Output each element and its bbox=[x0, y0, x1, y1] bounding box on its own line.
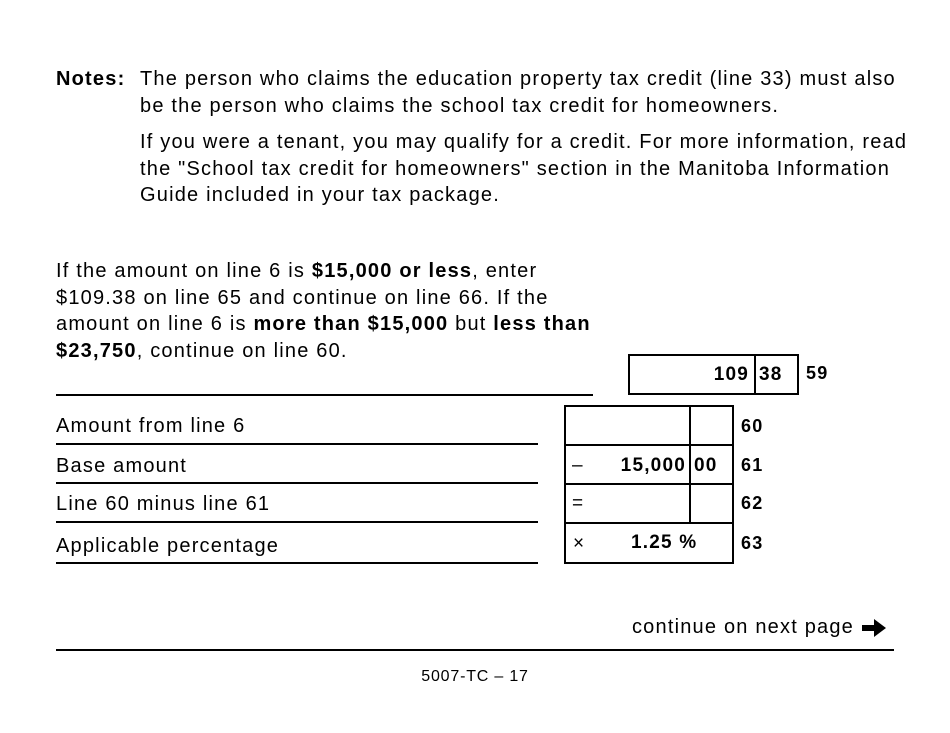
line-number-63: 63 bbox=[741, 533, 764, 553]
line-number-60: 60 bbox=[741, 416, 764, 436]
line-59-cents: 38 bbox=[759, 364, 783, 385]
instructions-underline bbox=[56, 394, 593, 396]
notes-paragraph-2: If you were a tenant, you may qualify for a credit. For more information, read the "School tax credit for homeowners" section in the Manitoba Information Guide included in your tax package. bbox=[140, 131, 908, 206]
footer-divider bbox=[56, 649, 894, 651]
arrow-right-icon bbox=[860, 617, 888, 639]
underline-60 bbox=[56, 443, 538, 445]
line-59-dollars: 109 bbox=[713, 364, 749, 385]
applicable-percentage-value: 1.25 % bbox=[631, 532, 698, 553]
equals-operator: = bbox=[572, 493, 585, 514]
underline-61 bbox=[56, 482, 538, 484]
line-60-field[interactable] bbox=[566, 407, 689, 444]
label-line-62: Line 60 minus line 61 bbox=[56, 493, 271, 515]
continue-text: continue on next page bbox=[631, 616, 854, 638]
cents-column-divider bbox=[689, 405, 691, 524]
label-line-63: Applicable percentage bbox=[56, 535, 280, 557]
underline-62 bbox=[56, 521, 538, 523]
base-amount-cents: 00 bbox=[694, 455, 718, 476]
notes-paragraph-1: The person who claims the education property tax credit (line 33) must also be the person who claims the school tax credit for homeowners. bbox=[140, 68, 896, 117]
notes-label: Notes: bbox=[56, 68, 126, 90]
cents-divider bbox=[754, 354, 756, 395]
page-number: 5007-TC – 17 bbox=[421, 668, 529, 685]
continue-next-page bbox=[632, 616, 888, 639]
underline-63 bbox=[56, 562, 538, 564]
times-operator: × bbox=[573, 533, 586, 554]
line-62-field[interactable] bbox=[566, 485, 689, 522]
base-amount-dollars: 15,000 bbox=[620, 455, 686, 476]
label-line-61: Base amount bbox=[56, 455, 188, 477]
line-number-59: 59 bbox=[806, 363, 829, 383]
label-line-60: Amount from line 6 bbox=[56, 415, 246, 437]
line-number-61: 61 bbox=[741, 455, 764, 475]
notes-section bbox=[56, 66, 916, 209]
instructions-text: If the amount on line 6 is $15,000 or less, enter $109.38 on line 65 and continue on line 66. If the amount on line 6 is more than $15,000 but less than $23,750, continue on line 60. bbox=[56, 260, 591, 362]
line-number-62: 62 bbox=[741, 493, 764, 513]
minus-operator: – bbox=[572, 455, 584, 476]
